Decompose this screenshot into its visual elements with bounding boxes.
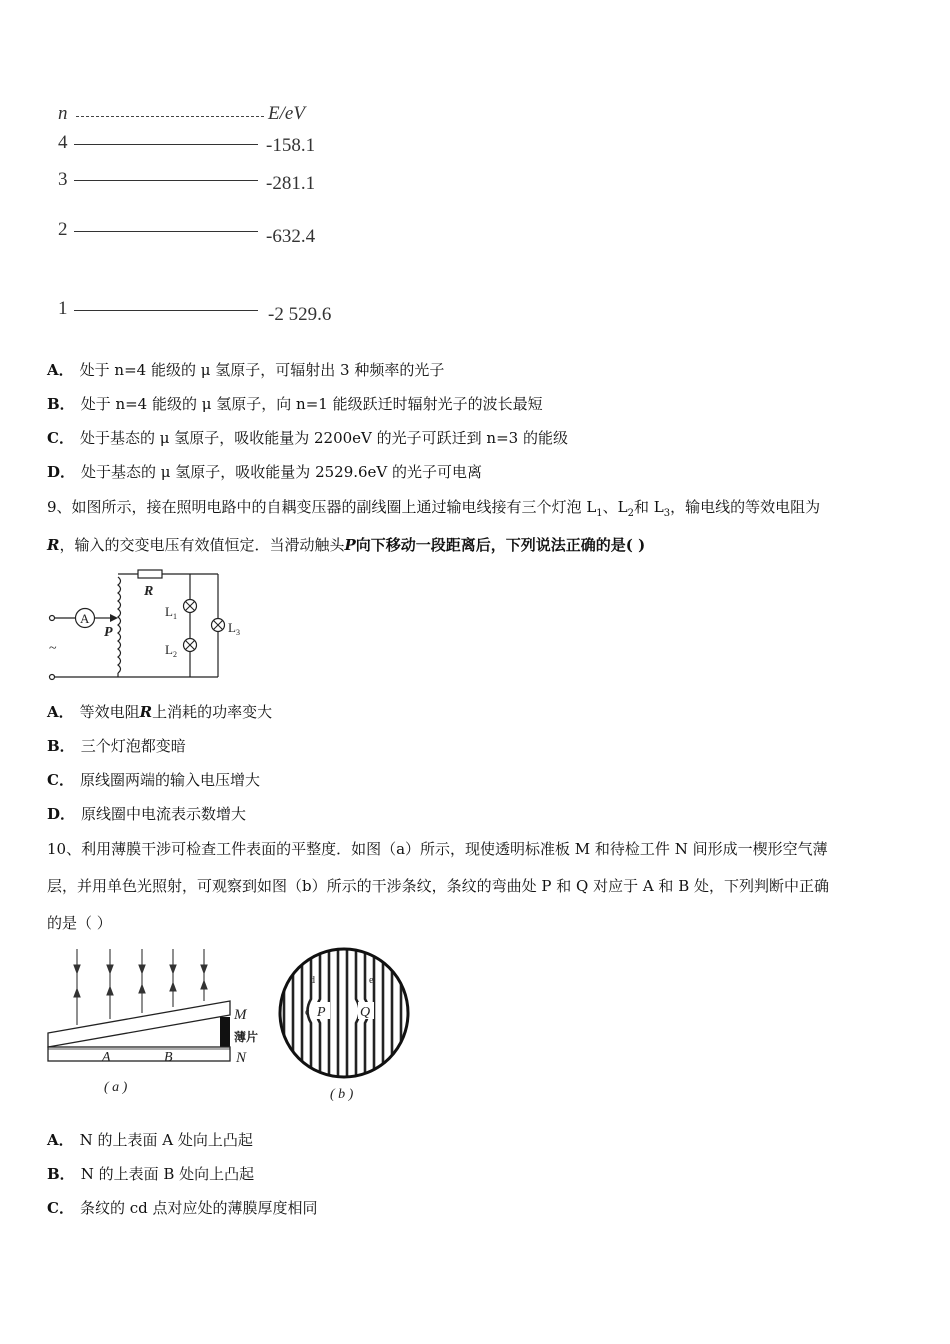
q10-option-b-label: B．: [47, 1165, 75, 1183]
q9-line2-mid: ，输入的交变电压有效值恒定．当滑动触头: [59, 536, 345, 554]
label-p: P: [317, 1005, 326, 1020]
q9-var-r: R: [47, 536, 60, 554]
level-3-energy: -281.1: [266, 173, 316, 194]
q10-option-c-label: C．: [47, 1199, 74, 1217]
q9-option-a-var: R: [139, 703, 153, 721]
level-1-n: 1: [58, 298, 68, 319]
label-q: Q: [360, 1005, 371, 1020]
level-2-n: 2: [58, 219, 68, 240]
q10-option-b[interactable]: [47, 1164, 254, 1184]
q9-line2-end: 向下移动一段距离后，下列说法正确的是( ): [355, 536, 646, 554]
q8-option-b[interactable]: [47, 394, 543, 414]
n-header: n: [58, 103, 68, 124]
ac-source-label: ~: [49, 641, 57, 656]
q9-option-c-label: C．: [47, 771, 74, 789]
q9-sub2: 2: [627, 508, 634, 519]
q9-stem-part2: ，输电线的等效电阻为: [670, 498, 821, 516]
q8-option-a-text: 处于 n=4 能级的 μ 氢原子，可辐射出 3 种频率的光子: [79, 361, 445, 379]
q10-option-c-text: 条纹的 cd 点对应处的薄膜厚度相同: [79, 1199, 318, 1217]
transformer-circuit-diagram: [44, 565, 254, 683]
q9-var-p: P: [344, 536, 356, 554]
lamp-l2-label: $L_2$: [165, 642, 177, 659]
level-4-line: [74, 144, 258, 145]
q9-option-a-label: A．: [47, 703, 74, 721]
level-1-line: [74, 310, 258, 311]
q9-sep1: 、L: [602, 498, 628, 516]
interference-fringes-figure-b: [274, 943, 420, 1105]
q10-stem-line-3: [47, 913, 112, 933]
thin-film-figure-a: [44, 943, 264, 1103]
caption-b: ( b ): [330, 1087, 354, 1102]
ammeter-label: A: [80, 611, 90, 626]
e-header: E/eV: [268, 103, 305, 124]
q9-option-a-pre: 等效电阻: [79, 703, 140, 721]
input-terminal-top: [50, 616, 55, 621]
q9-stem-line-1: [47, 497, 820, 524]
level-4-n: 4: [58, 132, 68, 153]
q8-option-a-label: A．: [47, 361, 74, 379]
label-d: d: [310, 975, 315, 986]
q9-sub3: 3: [663, 508, 671, 519]
q8-option-b-text: 处于 n=4 能级的 μ 氢原子，向 n=1 能级跃迁时辐射光子的波长最短: [80, 395, 543, 413]
level-4-energy: -158.1: [266, 135, 316, 156]
q8-option-d[interactable]: [47, 462, 482, 482]
slider-p-label: P: [104, 625, 113, 640]
light-rays: [74, 949, 207, 1025]
level-2-energy: -632.4: [266, 226, 316, 247]
label-e: e: [369, 975, 374, 986]
q10-option-c[interactable]: [47, 1198, 318, 1218]
q10-option-a-text: N 的上表面 A 处向上凸起: [79, 1131, 253, 1149]
autotransformer-coil: [118, 577, 121, 673]
q9-sep2: 和 L: [634, 498, 664, 516]
q9-option-c-text: 原线圈两端的输入电压增大: [79, 771, 260, 789]
label-n: N: [236, 1050, 247, 1066]
label-b: B: [164, 1050, 173, 1065]
q9-option-b-text: 三个灯泡都变暗: [80, 737, 186, 755]
level-3-line: [74, 180, 258, 181]
energy-level-diagram: [54, 98, 374, 333]
q10-stem-line-1-text: 10、利用薄膜干涉可检查工件表面的平整度．如图（a）所示，现使透明标准板 M 和待检工件 N 间形成一楔形空气薄: [47, 840, 828, 858]
q9-stem-line-2: [47, 535, 645, 555]
q8-option-c-label: C．: [47, 429, 74, 447]
label-film: 薄片: [234, 1030, 259, 1044]
q10-option-a-label: A．: [47, 1131, 74, 1149]
q9-option-a-post: 上消耗的功率变大: [152, 703, 273, 721]
q9-option-c[interactable]: [47, 770, 260, 790]
caption-a: ( a ): [104, 1080, 128, 1095]
q9-stem-part1: 9、如图所示，接在照明电路中的自耦变压器的副线圈上通过输电线接有三个灯泡 L: [47, 498, 597, 516]
q10-option-a[interactable]: [47, 1130, 253, 1150]
lamp-l3-label: $L_3$: [228, 620, 240, 637]
n-infinity-dashed-line: [76, 116, 264, 117]
label-c: c: [305, 1007, 310, 1018]
q10-option-b-text: N 的上表面 B 处向上凸起: [80, 1165, 255, 1183]
q8-option-d-text: 处于基态的 μ 氢原子，吸收能量为 2529.6eV 的光子可电离: [81, 463, 483, 481]
spacer-film: [220, 1017, 230, 1047]
standard-plate-m: [48, 1001, 230, 1047]
slider-arrow-icon: [110, 614, 118, 622]
resistor-r: [138, 570, 162, 578]
q10-stem-line-3-text: 的是（ ）: [47, 914, 112, 932]
q9-option-d[interactable]: [47, 804, 246, 824]
q8-option-b-label: B．: [47, 395, 75, 413]
q8-option-c[interactable]: [47, 428, 568, 448]
q8-option-a[interactable]: [47, 360, 444, 380]
level-1-energy: -2 529.6: [268, 304, 332, 325]
q10-stem-line-1: [47, 839, 828, 859]
q9-option-d-label: D．: [47, 805, 76, 823]
q8-option-c-text: 处于基态的 μ 氢原子，吸收能量为 2200eV 的光子可跃迁到 n=3 的能级: [79, 429, 568, 447]
q9-option-d-text: 原线圈中电流表示数增大: [81, 805, 247, 823]
q8-option-d-label: D．: [47, 463, 76, 481]
q9-option-a[interactable]: [47, 702, 272, 722]
input-terminal-bottom: [50, 675, 55, 680]
resistor-label: R: [144, 584, 154, 599]
label-m: M: [234, 1007, 247, 1023]
q10-stem-line-2-text: 层，并用单色光照射，可观察到如图（b）所示的干涉条纹，条纹的弯曲处 P 和 Q 对应于 A 和 B 处，下列判断中正确: [47, 877, 829, 895]
q9-option-b-label: B．: [47, 737, 75, 755]
q9-option-b[interactable]: [47, 736, 186, 756]
q9-sub1: 1: [596, 508, 603, 519]
field-of-view-circle: [280, 949, 408, 1077]
q10-stem-line-2: [47, 876, 829, 896]
lamp-l1-label: $L_1$: [165, 604, 177, 621]
level-2-line: [74, 231, 258, 232]
label-a: A: [102, 1050, 111, 1065]
level-3-n: 3: [58, 169, 68, 190]
